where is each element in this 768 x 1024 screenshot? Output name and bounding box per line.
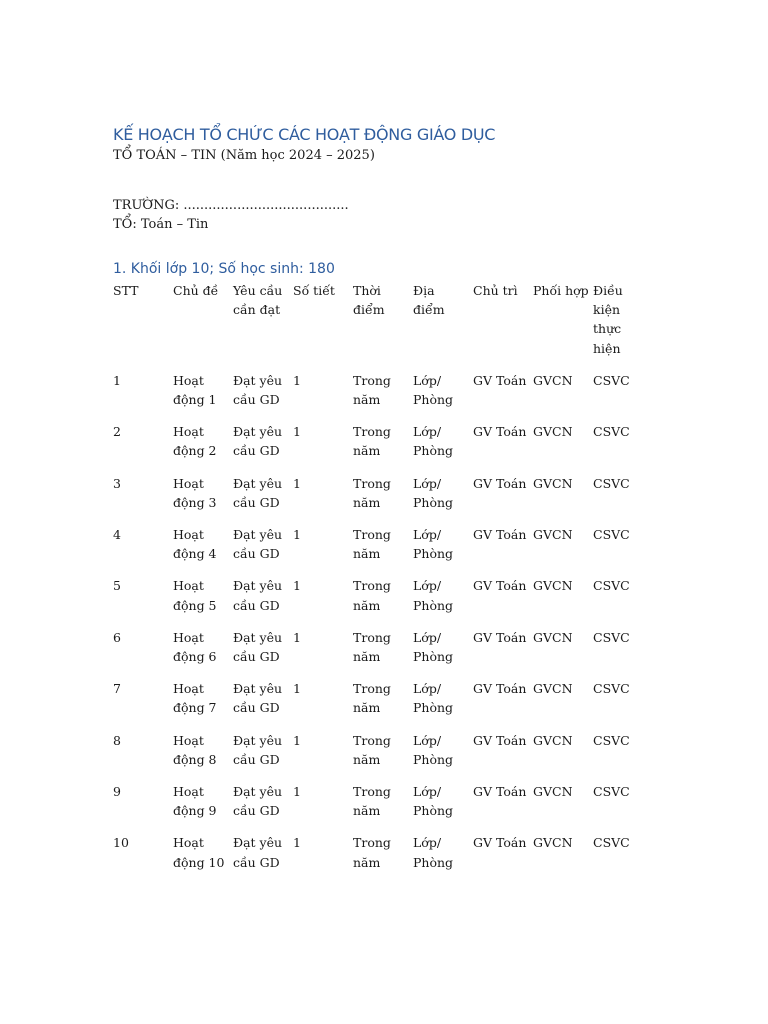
- cell-coordination: GVCN: [533, 578, 573, 594]
- cell-location: Lớp/ Phòng: [413, 784, 454, 819]
- cell-requirement: Đạt yêu cầu GD: [233, 784, 283, 819]
- cell-requirement: Đạt yêu cầu GD: [233, 424, 283, 459]
- cell-lead: GV Toán: [473, 578, 527, 594]
- cell-requirement: Đạt yêu cầu GD: [233, 527, 283, 562]
- cell-time: Trong năm: [353, 475, 391, 510]
- header-location: Địa điểm: [413, 283, 445, 318]
- table-header-row: [113, 281, 653, 371]
- table-row: [113, 576, 653, 627]
- cell-time: Trong năm: [353, 732, 391, 767]
- cell-lead: GV Toán: [473, 629, 527, 645]
- cell-periods: 1: [293, 835, 301, 851]
- cell-topic: Hoạt động 8: [173, 732, 217, 767]
- table-row: [113, 422, 653, 473]
- cell-conditions: CSVC: [593, 527, 630, 543]
- table-row: [113, 525, 653, 576]
- section-title: 1. Khối lớp 10; Số học sinh: 180: [113, 261, 335, 277]
- cell-stt: 2: [113, 424, 121, 440]
- header-stt: STT: [113, 283, 139, 298]
- school-line: TRƯỜNG: ........................................: [113, 198, 349, 213]
- cell-requirement: Đạt yêu cầu GD: [233, 629, 283, 665]
- document-subtitle: TỔ TOÁN – TIN (Năm học 2024 – 2025): [113, 148, 375, 163]
- cell-time: Trong năm: [353, 835, 391, 870]
- cell-lead: GV Toán: [473, 527, 527, 543]
- cell-coordination: GVCN: [533, 732, 573, 748]
- cell-location: Lớp/ Phòng: [413, 681, 454, 716]
- cell-lead: GV Toán: [473, 784, 527, 800]
- cell-time: Trong năm: [353, 372, 391, 408]
- cell-coordination: GVCN: [533, 835, 573, 851]
- cell-topic: Hoạt động 1: [173, 372, 217, 408]
- cell-stt: 6: [113, 629, 121, 645]
- cell-time: Trong năm: [353, 681, 391, 716]
- header-requirement: Yêu cầu cần đạt: [233, 283, 283, 318]
- document-page: [113, 124, 653, 885]
- cell-location: Lớp/ Phòng: [413, 629, 454, 665]
- cell-location: Lớp/ Phòng: [413, 527, 454, 562]
- cell-lead: GV Toán: [473, 372, 527, 388]
- cell-conditions: CSVC: [593, 475, 630, 491]
- cell-periods: 1: [293, 372, 301, 388]
- cell-stt: 7: [113, 681, 121, 697]
- cell-conditions: CSVC: [593, 424, 630, 440]
- cell-stt: 3: [113, 475, 121, 491]
- cell-time: Trong năm: [353, 527, 391, 562]
- header-periods: Số tiết: [293, 283, 335, 298]
- cell-lead: GV Toán: [473, 835, 527, 851]
- cell-topic: Hoạt động 9: [173, 784, 217, 819]
- table-row: [113, 628, 653, 679]
- cell-lead: GV Toán: [473, 681, 527, 697]
- cell-requirement: Đạt yêu cầu GD: [233, 372, 283, 408]
- cell-topic: Hoạt động 7: [173, 681, 217, 716]
- cell-stt: 4: [113, 527, 121, 543]
- cell-conditions: CSVC: [593, 372, 630, 388]
- cell-coordination: GVCN: [533, 629, 573, 645]
- cell-conditions: CSVC: [593, 578, 630, 594]
- header-topic: Chủ đề: [173, 283, 219, 298]
- cell-topic: Hoạt động 10: [173, 835, 225, 870]
- cell-conditions: CSVC: [593, 835, 630, 851]
- cell-time: Trong năm: [353, 578, 391, 613]
- cell-time: Trong năm: [353, 424, 391, 459]
- cell-periods: 1: [293, 578, 301, 594]
- group-line: TỔ: Toán – Tin: [113, 217, 209, 232]
- cell-conditions: CSVC: [593, 732, 630, 748]
- cell-coordination: GVCN: [533, 475, 573, 491]
- cell-coordination: GVCN: [533, 424, 573, 440]
- cell-location: Lớp/ Phòng: [413, 835, 454, 870]
- cell-location: Lớp/ Phòng: [413, 475, 454, 510]
- cell-topic: Hoạt động 4: [173, 527, 217, 562]
- cell-requirement: Đạt yêu cầu GD: [233, 835, 283, 870]
- cell-coordination: GVCN: [533, 527, 573, 543]
- cell-periods: 1: [293, 732, 301, 748]
- cell-topic: Hoạt động 3: [173, 475, 217, 510]
- table-row: [113, 833, 653, 884]
- cell-periods: 1: [293, 424, 301, 440]
- header-conditions: Điều kiện thực hiện: [593, 283, 623, 356]
- cell-location: Lớp/ Phòng: [413, 578, 454, 613]
- cell-requirement: Đạt yêu cầu GD: [233, 681, 283, 716]
- table-body: [113, 371, 653, 885]
- cell-lead: GV Toán: [473, 424, 527, 440]
- cell-time: Trong năm: [353, 629, 391, 665]
- cell-requirement: Đạt yêu cầu GD: [233, 578, 283, 613]
- cell-stt: 8: [113, 732, 121, 748]
- plan-table: [113, 281, 653, 885]
- cell-periods: 1: [293, 629, 301, 645]
- cell-periods: 1: [293, 475, 301, 491]
- header-lead: Chủ trì: [473, 283, 518, 298]
- table-row: [113, 782, 653, 833]
- cell-topic: Hoạt động 2: [173, 424, 217, 459]
- cell-location: Lớp/ Phòng: [413, 732, 454, 767]
- cell-topic: Hoạt động 6: [173, 629, 217, 665]
- table-row: [113, 679, 653, 730]
- cell-requirement: Đạt yêu cầu GD: [233, 732, 283, 767]
- cell-coordination: GVCN: [533, 681, 573, 697]
- table-row: [113, 731, 653, 782]
- cell-coordination: GVCN: [533, 784, 573, 800]
- cell-stt: 10: [113, 835, 129, 851]
- cell-lead: GV Toán: [473, 475, 527, 491]
- cell-conditions: CSVC: [593, 629, 630, 645]
- cell-topic: Hoạt động 5: [173, 578, 217, 613]
- cell-lead: GV Toán: [473, 732, 527, 748]
- cell-stt: 5: [113, 578, 121, 594]
- cell-requirement: Đạt yêu cầu GD: [233, 475, 283, 510]
- header-time: Thời điểm: [353, 283, 385, 318]
- cell-location: Lớp/ Phòng: [413, 372, 454, 408]
- cell-conditions: CSVC: [593, 681, 630, 697]
- header-coordination: Phối hợp: [533, 283, 589, 298]
- table-row: [113, 371, 653, 422]
- cell-time: Trong năm: [353, 784, 391, 819]
- school-info: [113, 196, 653, 234]
- cell-periods: 1: [293, 784, 301, 800]
- document-title: KẾ HOẠCH TỔ CHỨC CÁC HOẠT ĐỘNG GIÁO DỤC: [113, 125, 496, 144]
- cell-stt: 9: [113, 784, 121, 800]
- cell-periods: 1: [293, 527, 301, 543]
- cell-location: Lớp/ Phòng: [413, 424, 454, 459]
- cell-coordination: GVCN: [533, 372, 573, 388]
- table-row: [113, 474, 653, 525]
- cell-conditions: CSVC: [593, 784, 630, 800]
- cell-periods: 1: [293, 681, 301, 697]
- cell-stt: 1: [113, 372, 121, 388]
